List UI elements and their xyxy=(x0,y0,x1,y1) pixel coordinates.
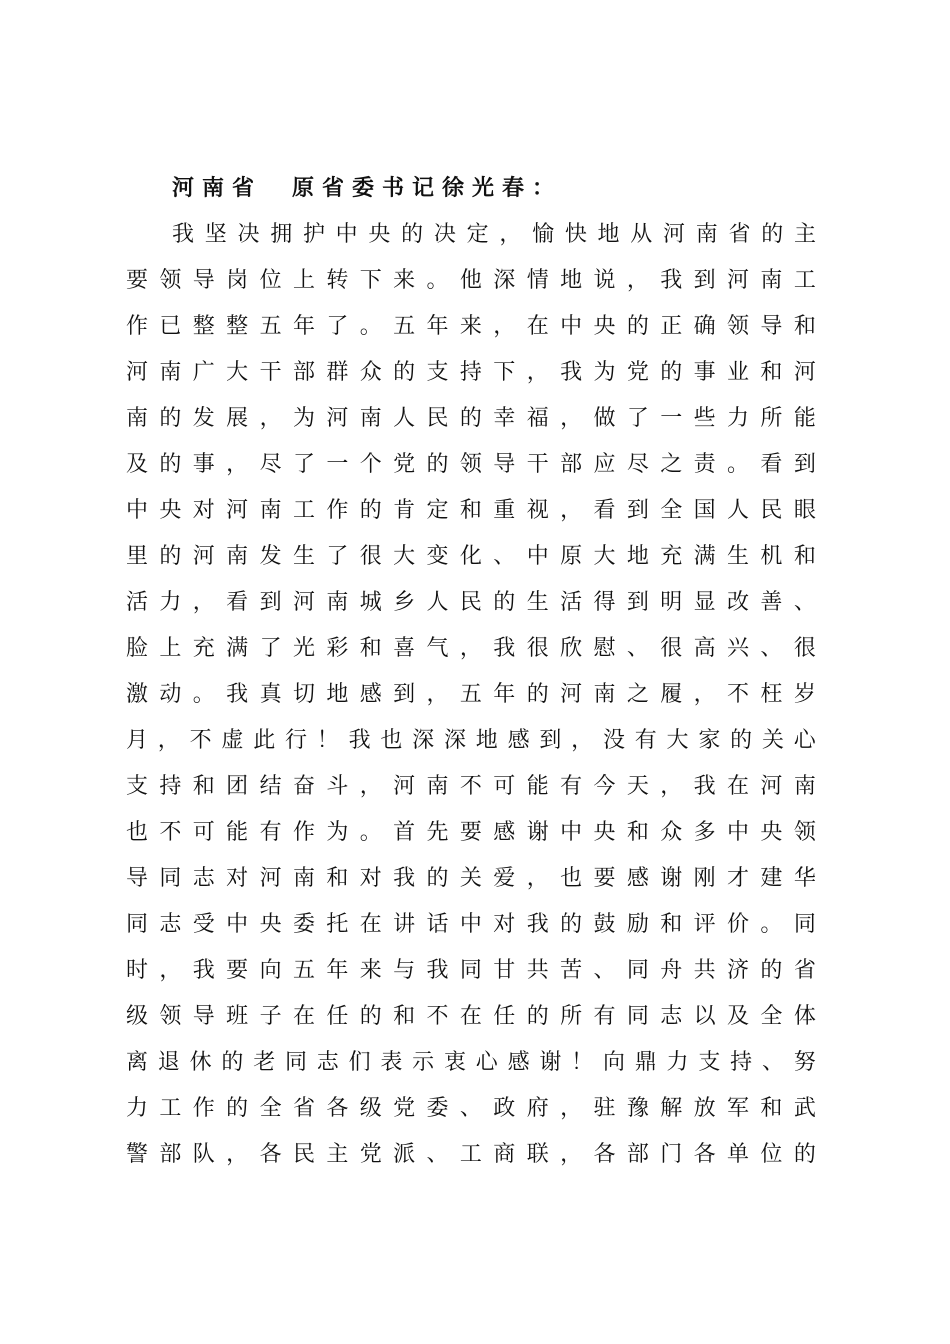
body-line: 中 央 对 河 南 工 作 的 肯 定 和 重 视 ， 看 到 全 国 人 民 眼 xyxy=(126,498,816,523)
body-line: 力 工 作 的 全 省 各 级 党 委 、 政 府 ， 驻 豫 解 放 军 和 武 xyxy=(126,1096,816,1121)
body-line: 激 动 。 我 真 切 地 感 到 ， 五 年 的 河 南 之 履 ， 不 枉 岁 xyxy=(126,682,816,707)
body-line: 也 不 可 能 有 作 为 。 首 先 要 感 谢 中 央 和 众 多 中 央 领 xyxy=(126,820,816,845)
body-line: 同 志 受 中 央 委 托 在 讲 话 中 对 我 的 鼓 励 和 评 价 。 同 xyxy=(126,912,816,937)
body-line: 警 部 队 ， 各 民 主 党 派 、 工 商 联 ， 各 部 门 各 单 位 的 xyxy=(126,1142,816,1167)
body-line: 活 力 ， 看 到 河 南 城 乡 人 民 的 生 活 得 到 明 显 改 善 、 xyxy=(126,590,816,615)
body-line: 要 领 导 岗 位 上 转 下 来 。 他 深 情 地 说 ， 我 到 河 南 工 xyxy=(126,268,816,293)
body-line: 脸 上 充 满 了 光 彩 和 喜 气 ， 我 很 欣 慰 、 很 高 兴 、 很 xyxy=(126,636,816,661)
body-line: 作 已 整 整 五 年 了 。 五 年 来 ， 在 中 央 的 正 确 领 导 和 xyxy=(126,314,816,339)
body-line: 里 的 河 南 发 生 了 很 大 变 化 、 中 原 大 地 充 满 生 机 和 xyxy=(126,544,816,569)
body-line: 级 领 导 班 子 在 任 的 和 不 在 任 的 所 有 同 志 以 及 全 体 xyxy=(126,1004,816,1029)
body-line: 离 退 休 的 老 同 志 们 表 示 衷 心 感 谢 ！ 向 鼎 力 支 持 、 努 xyxy=(126,1050,816,1075)
document-body xyxy=(126,212,816,1178)
body-line: 南 的 发 展 ， 为 河 南 人 民 的 幸 福 ， 做 了 一 些 力 所 能 xyxy=(126,406,816,431)
body-line: 及 的 事 ， 尽 了 一 个 党 的 领 导 干 部 应 尽 之 责 。 看 到 xyxy=(126,452,816,477)
body-line: 月 ， 不 虚 此 行 ！ 我 也 深 深 地 感 到 ， 没 有 大 家 的 关 心 xyxy=(126,728,816,753)
document-heading: 河南省 原省委书记徐光春： xyxy=(172,175,563,201)
body-line: 支 持 和 团 结 奋 斗 ， 河 南 不 可 能 有 今 天 ， 我 在 河 南 xyxy=(126,774,816,799)
body-line: 河 南 广 大 干 部 群 众 的 支 持 下 ， 我 为 党 的 事 业 和 河 xyxy=(126,360,816,385)
body-line: 时 ， 我 要 向 五 年 来 与 我 同 甘 共 苦 、 同 舟 共 济 的 省 xyxy=(126,958,816,983)
body-line: 我 坚 决 拥 护 中 央 的 决 定 ， 愉 快 地 从 河 南 省 的 主 xyxy=(172,222,816,247)
body-line: 导 同 志 对 河 南 和 对 我 的 关 爱 ， 也 要 感 谢 刚 才 建 华 xyxy=(126,866,816,891)
